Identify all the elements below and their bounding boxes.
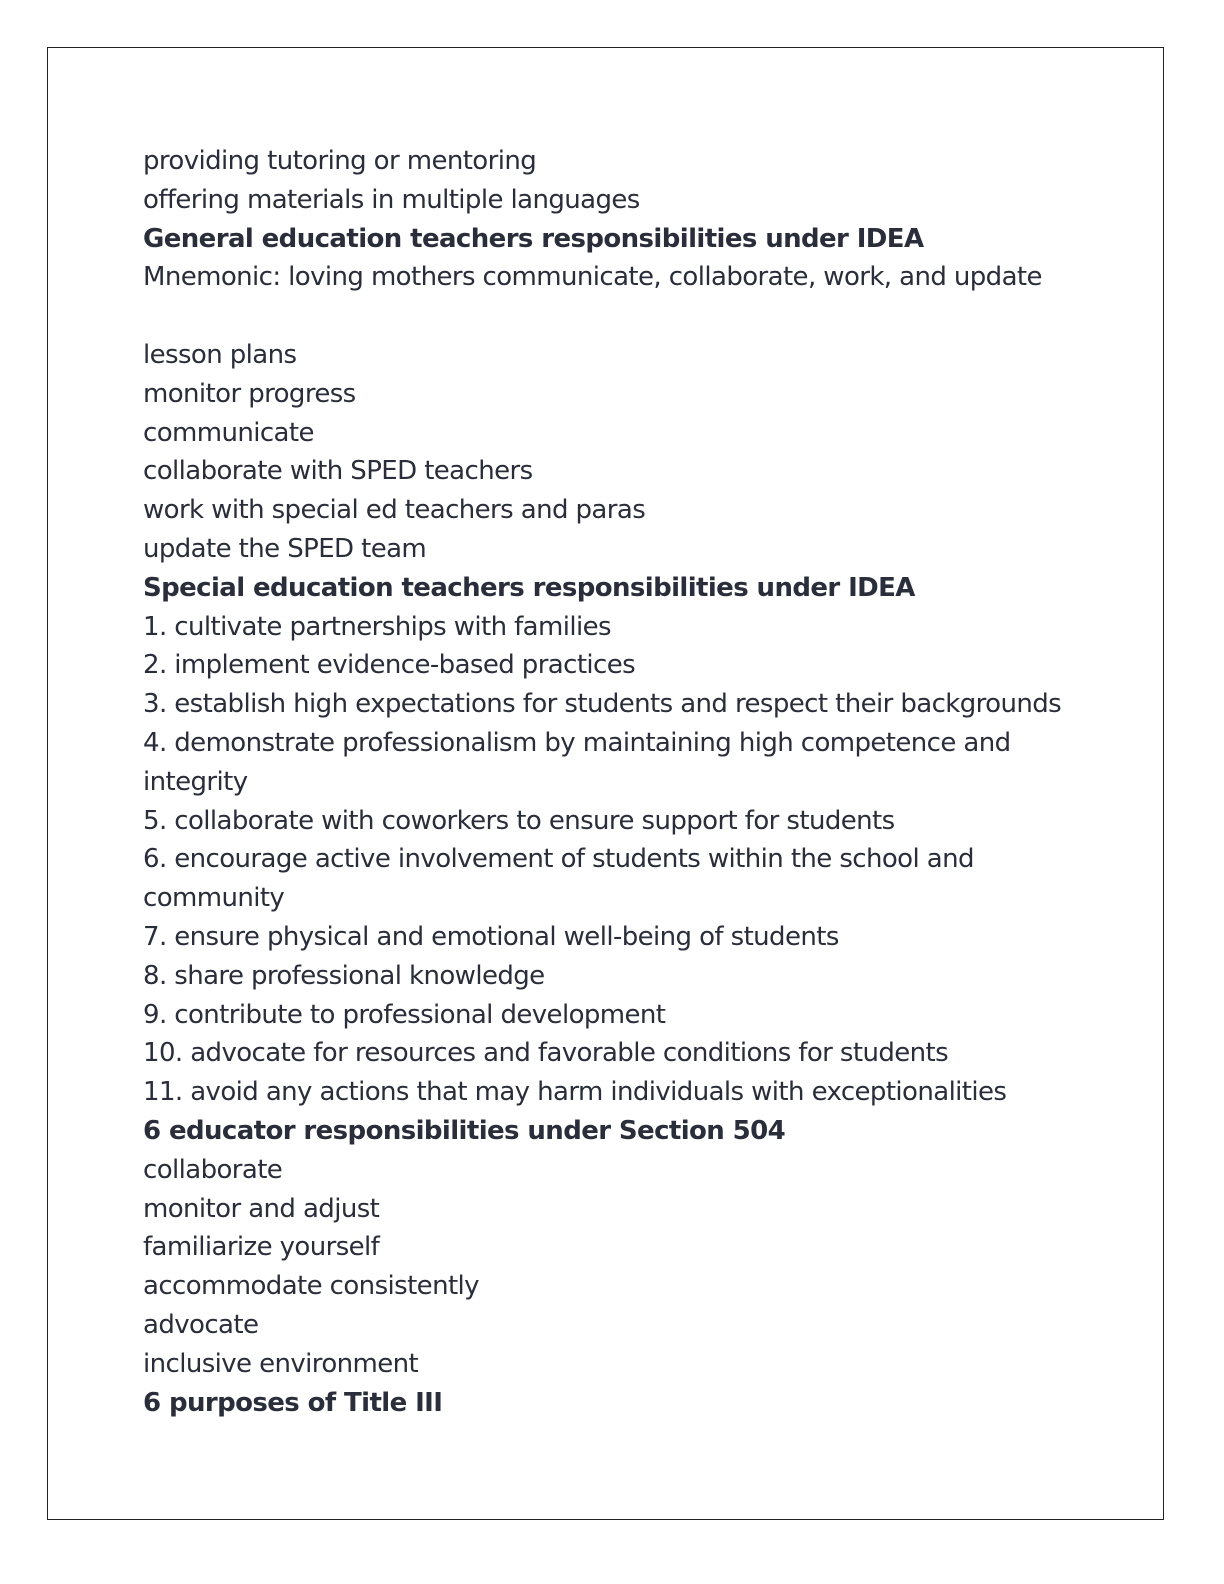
text-line: collaborate with SPED teachers [143,456,533,487]
text-line: collaborate [143,1154,283,1185]
text-line: providing tutoring or mentoring [143,146,537,176]
section-heading: General education teachers responsibilities under IDEA [143,223,924,254]
text-line: update the SPED team [143,533,427,564]
section-heading: Special education teachers responsibilities under IDEA [143,572,915,603]
section-heading: 6 purposes of Title III [143,1387,443,1418]
text-line: Mnemonic: loving mothers communicate, collaborate, work, and update [143,262,1042,293]
text-line: 4. demonstrate professionalism by maintaining high competence and [143,727,1011,758]
text-line: 2. implement evidence-based practices [143,650,636,681]
text-line: communicate [143,417,314,448]
text-line: 10. advocate for resources and favorable conditions for students [143,1038,949,1069]
text-line: lesson plans [143,339,297,370]
text-line: advocate [143,1309,259,1340]
blank-line [143,297,1123,336]
document-body [143,142,1123,1422]
text-line: work with special ed teachers and paras [143,495,646,526]
text-line: monitor progress [143,378,356,409]
text-line: 7. ensure physical and emotional well-being of students [143,921,839,952]
text-line: community [143,883,285,914]
text-line: 3. establish high expectations for students and respect their backgrounds [143,689,1062,720]
text-line: offering materials in multiple languages [143,184,640,215]
text-line: 5. collaborate with coworkers to ensure support for students [143,805,895,836]
text-line: familiarize yourself [143,1232,380,1263]
text-line: 11. avoid any actions that may harm individuals with exceptionalities [143,1077,1007,1108]
section-heading: 6 educator responsibilities under Section 504 [143,1115,786,1146]
text-line: 6. encourage active involvement of students within the school and [143,844,974,875]
text-line: inclusive environment [143,1348,419,1379]
text-line: 9. contribute to professional development [143,999,666,1030]
text-line: 8. share professional knowledge [143,960,545,991]
text-line: accommodate consistently [143,1271,479,1302]
text-line: 1. cultivate partnerships with families [143,611,611,642]
text-line: integrity [143,766,248,797]
text-line: monitor and adjust [143,1193,380,1224]
